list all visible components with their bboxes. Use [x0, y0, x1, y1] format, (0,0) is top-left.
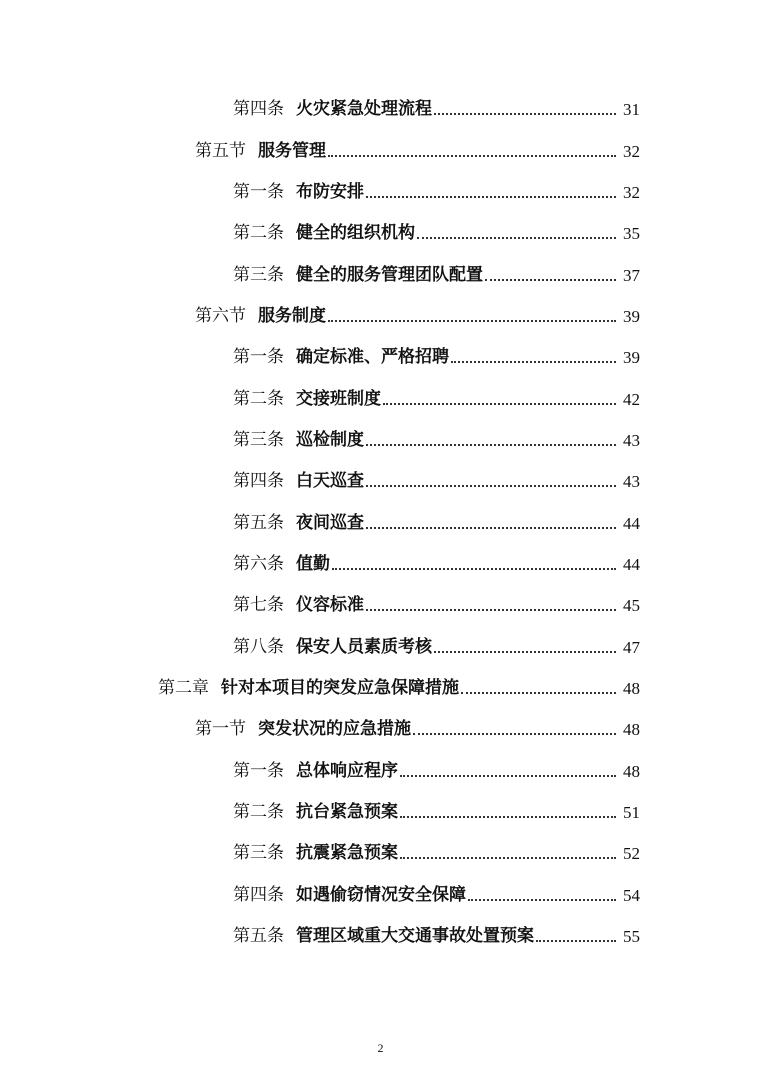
- toc-entry-title: 值勤: [296, 554, 330, 574]
- toc-entry-page: 32: [623, 142, 640, 161]
- toc-entry[interactable]: [233, 378, 640, 408]
- toc-entry-prefix: 第二条: [233, 389, 284, 409]
- toc-entry-page: 32: [623, 183, 640, 202]
- dot-leader: [468, 899, 616, 901]
- toc-entry[interactable]: [195, 295, 640, 325]
- toc-entry[interactable]: [233, 212, 640, 242]
- toc-entry-page: 48: [623, 679, 640, 698]
- toc-entry[interactable]: [195, 708, 640, 738]
- dot-leader: [366, 527, 616, 529]
- dot-leader: [366, 444, 616, 446]
- toc-entry[interactable]: [233, 915, 640, 945]
- toc-entry[interactable]: [195, 130, 640, 160]
- toc-entry-title: 健全的服务管理团队配置: [296, 265, 483, 285]
- dot-leader: [434, 651, 616, 653]
- toc-entry-title: 交接班制度: [296, 389, 381, 409]
- toc-entry-title: 管理区域重大交通事故处置预案: [296, 926, 534, 946]
- toc-entry[interactable]: [233, 791, 640, 821]
- toc-entry-prefix: 第六节: [195, 306, 246, 326]
- toc-entry-page: 37: [623, 266, 640, 285]
- toc-entry-title: 巡检制度: [296, 430, 364, 450]
- dot-leader: [400, 857, 616, 859]
- toc-entry-page: 35: [623, 224, 640, 243]
- toc-entry-page: 44: [623, 555, 640, 574]
- toc-entry-page: 51: [623, 803, 640, 822]
- dot-leader: [536, 940, 616, 942]
- dot-leader: [400, 775, 616, 777]
- toc-entry[interactable]: [233, 254, 640, 284]
- toc-entry-page: 55: [623, 927, 640, 946]
- toc-entry-prefix: 第一条: [233, 347, 284, 367]
- toc-entry-title: 总体响应程序: [296, 761, 398, 781]
- toc-entry-title: 白天巡查: [296, 471, 364, 491]
- toc-entry[interactable]: [233, 543, 640, 573]
- toc-entry-page: 42: [623, 390, 640, 409]
- toc-entry-title: 健全的组织机构: [296, 223, 415, 243]
- toc-entry-prefix: 第四条: [233, 471, 284, 491]
- toc-entry-page: 48: [623, 720, 640, 739]
- toc-entry-title: 夜间巡查: [296, 513, 364, 533]
- toc-entry[interactable]: [233, 626, 640, 656]
- toc-entry-page: 43: [623, 472, 640, 491]
- toc-entry-prefix: 第一条: [233, 761, 284, 781]
- dot-leader: [417, 237, 616, 239]
- toc-entry-page: 44: [623, 514, 640, 533]
- toc-entry-title: 针对本项目的突发应急保障措施: [221, 678, 459, 698]
- toc-entry-prefix: 第三条: [233, 430, 284, 450]
- toc-entry-prefix: 第一条: [233, 182, 284, 202]
- toc-entry[interactable]: [233, 502, 640, 532]
- dot-leader: [434, 113, 616, 115]
- toc-entry-title: 布防安排: [296, 182, 364, 202]
- toc-entry-title: 突发状况的应急措施: [258, 719, 411, 739]
- toc-entry[interactable]: [233, 171, 640, 201]
- toc-entry-title: 服务管理: [258, 141, 326, 161]
- dot-leader: [366, 485, 616, 487]
- toc-entry-prefix: 第三条: [233, 265, 284, 285]
- toc-entry[interactable]: [233, 584, 640, 614]
- toc-entry-title: 抗台紧急预案: [296, 802, 398, 822]
- toc-entry-page: 47: [623, 638, 640, 657]
- toc-entry-prefix: 第五条: [233, 513, 284, 533]
- toc-entry[interactable]: [233, 336, 640, 366]
- dot-leader: [461, 692, 616, 694]
- toc-entry-title: 抗震紧急预案: [296, 843, 398, 863]
- toc-entry-page: 43: [623, 431, 640, 450]
- toc-entry[interactable]: [233, 832, 640, 862]
- toc-entry[interactable]: [233, 874, 640, 904]
- dot-leader: [366, 196, 616, 198]
- toc-entry[interactable]: [233, 460, 640, 490]
- dot-leader: [332, 568, 616, 570]
- toc-entry-prefix: 第七条: [233, 595, 284, 615]
- dot-leader: [383, 403, 616, 405]
- toc-entry-prefix: 第二条: [233, 802, 284, 822]
- page-number: 2: [377, 1041, 384, 1055]
- toc-entry[interactable]: [233, 419, 640, 449]
- toc-entry-prefix: 第二条: [233, 223, 284, 243]
- toc-entry-title: 仪容标准: [296, 595, 364, 615]
- dot-leader: [413, 733, 616, 735]
- toc-entry-title: 如遇偷窃情况安全保障: [296, 885, 466, 905]
- dot-leader: [366, 609, 616, 611]
- toc-entry-title: 火灾紧急处理流程: [296, 99, 432, 119]
- toc-entry[interactable]: [233, 750, 640, 780]
- toc-entry-prefix: 第二章: [158, 678, 209, 698]
- toc-entry-prefix: 第三条: [233, 843, 284, 863]
- dot-leader: [485, 279, 616, 281]
- toc-entry-page: 45: [623, 596, 640, 615]
- toc-entry-page: 52: [623, 844, 640, 863]
- dot-leader: [328, 320, 616, 322]
- toc-entry[interactable]: [158, 667, 640, 697]
- dot-leader: [400, 816, 616, 818]
- toc-entry-title: 服务制度: [258, 306, 326, 326]
- toc-entry-prefix: 第四条: [233, 885, 284, 905]
- toc-entry-title: 保安人员素质考核: [296, 637, 432, 657]
- toc-entry-prefix: 第六条: [233, 554, 284, 574]
- toc-entry-prefix: 第八条: [233, 637, 284, 657]
- toc-entry-title: 确定标准、严格招聘: [296, 347, 449, 367]
- dot-leader: [451, 361, 616, 363]
- toc-entry-prefix: 第五条: [233, 926, 284, 946]
- toc-entry-page: 48: [623, 762, 640, 781]
- dot-leader: [328, 155, 616, 157]
- toc-entry-prefix: 第四条: [233, 99, 284, 119]
- toc-entry-prefix: 第一节: [195, 719, 246, 739]
- toc-entry-page: 39: [623, 307, 640, 326]
- toc-entry-page: 31: [623, 100, 640, 119]
- toc-entry-page: 54: [623, 886, 640, 905]
- toc-entry-page: 39: [623, 348, 640, 367]
- toc-entry[interactable]: [233, 88, 640, 118]
- toc-entry-prefix: 第五节: [195, 141, 246, 161]
